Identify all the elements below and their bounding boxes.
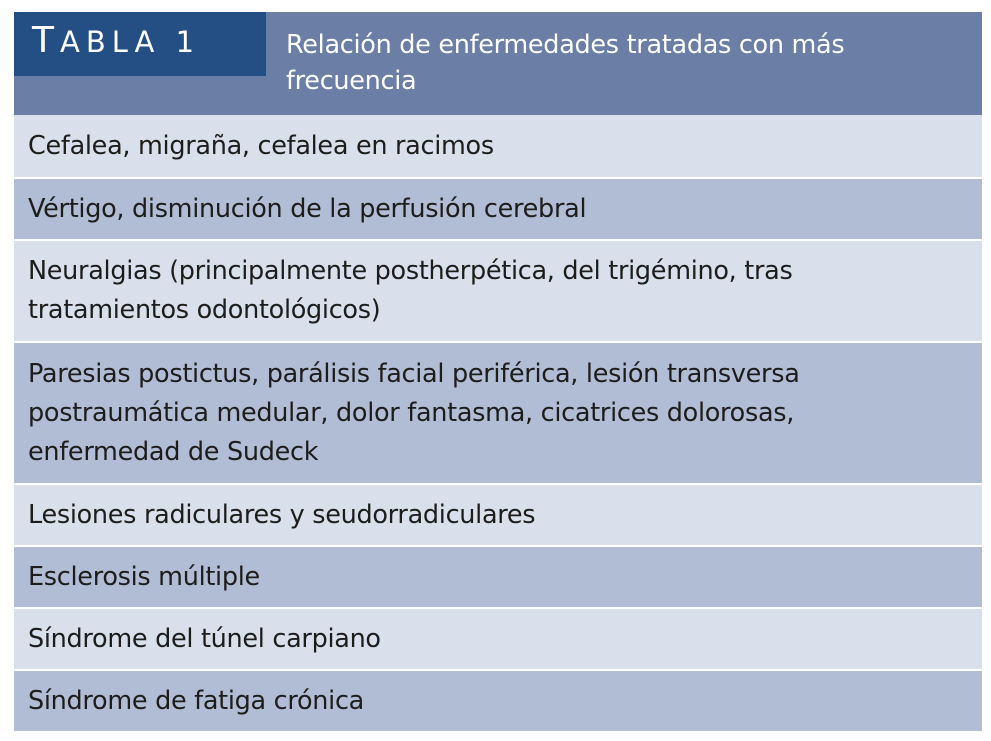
table-title-line: Relación de enfermedades tratadas con más — [286, 30, 845, 60]
table-title — [286, 27, 966, 99]
table-row — [14, 239, 982, 341]
table-row — [14, 115, 982, 177]
table-row — [14, 607, 982, 669]
table-title-line: frecuencia — [286, 66, 417, 96]
table-label-rest: ABLA 1 — [60, 25, 201, 59]
table-label-initial: T — [32, 20, 60, 61]
row-text-line: Cefalea, migraña, cefalea en racimos — [28, 130, 494, 161]
row-text-line: tratamientos odontológicos) — [28, 295, 381, 325]
table-row — [14, 669, 982, 731]
table-label-box — [14, 12, 266, 76]
table-row — [14, 545, 982, 607]
row-text-line: Lesiones radiculares y seudorradiculares — [28, 499, 536, 530]
row-text-line: enfermedad de Sudeck — [28, 436, 319, 467]
table-row — [14, 177, 982, 239]
row-text-line: postraumática medular, dolor fantasma, cicatrices dolorosas, — [28, 397, 795, 428]
row-text-line: Esclerosis múltiple — [28, 561, 260, 592]
table-label — [32, 20, 201, 61]
row-text-line: Vértigo, disminución de la perfusión cerebral — [28, 193, 587, 224]
row-text-line: Síndrome del túnel carpiano — [28, 623, 381, 654]
disease-table — [14, 12, 982, 731]
table-row — [14, 341, 982, 483]
table-row — [14, 483, 982, 545]
row-text-line: Síndrome de fatiga crónica — [28, 685, 365, 716]
table-header — [14, 12, 982, 115]
row-text-line: Neuralgias (principalmente postherpética, del trigémino, tras — [28, 256, 793, 286]
row-text-line: Paresias postictus, parálisis facial periférica, lesión transversa — [28, 358, 800, 389]
